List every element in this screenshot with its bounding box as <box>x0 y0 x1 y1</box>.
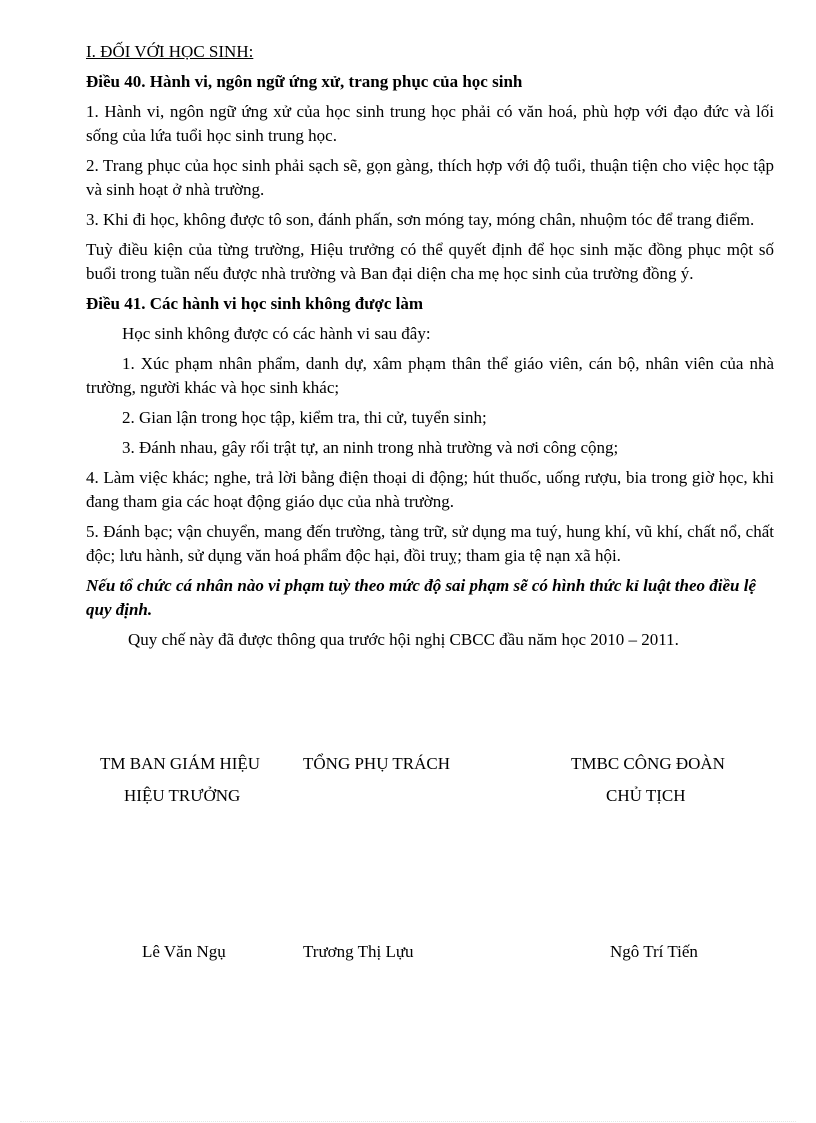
article-41-item-2: 2. Gian lận trong học tập, kiểm tra, thi cử, tuyển sinh; <box>122 408 487 427</box>
right-signatory-title: CHỦ TỊCH <box>606 786 686 805</box>
article-41-item-1: 1. Xúc phạm nhân phẩm, danh dự, xâm phạm thân thể giáo viên, cán bộ, nhân viên của nhà trường, người khác và học sinh khác; <box>86 354 774 397</box>
section-heading: I. ĐỐI VỚI HỌC SINH: <box>86 42 254 61</box>
article-40-title: Điều 40. Hành vi, ngôn ngữ ứng xử, trang phục của học sinh <box>86 72 523 91</box>
left-signatory-name: Lê Văn Ngụ <box>142 942 226 961</box>
right-signatory-name: Ngô Trí Tiến <box>610 942 698 961</box>
article-40-item-3: 3. Khi đi học, không được tô son, đánh phấn, sơn móng tay, móng chân, nhuộm tóc để trang điểm. <box>86 210 755 229</box>
article-40-item-1: 1. Hành vi, ngôn ngữ ứng xử của học sinh trung học phải có văn hoá, phù hợp với đạo đức và lối sống của lứa tuổi học sinh trung học. <box>86 102 774 145</box>
article-40-item-2: 2. Trang phục của học sinh phải sạch sẽ, gọn gàng, thích hợp với độ tuổi, thuận tiện cho việc học tập và sinh hoạt ở nhà trường. <box>86 156 774 199</box>
middle-signatory-role: TỔNG PHỤ TRÁCH <box>303 754 451 773</box>
article-41-intro: Học sinh không được có các hành vi sau đây: <box>122 324 431 343</box>
discipline-note: Nếu tổ chức cá nhân nào vi phạm tuỳ theo mức độ sai phạm sẽ có hình thức kỉ luật theo điều lệ quy định. <box>86 576 756 619</box>
approval-note: Quy chế này đã được thông qua trước hội nghị CBCC đầu năm học 2010 – 2011. <box>128 630 679 649</box>
article-41-item-4: 4. Làm việc khác; nghe, trả lời bằng điện thoại di động; hút thuốc, uống rượu, bia trong giờ học, khi đang tham gia các hoạt động giáo dục của nhà trường. <box>86 468 774 511</box>
article-41-item-3: 3. Đánh nhau, gây rối trật tự, an ninh trong nhà trường và nơi công cộng; <box>122 438 619 457</box>
page-bottom-divider <box>20 1121 796 1122</box>
document-body <box>86 40 774 652</box>
left-signatory-title: HIỆU TRƯỞNG <box>124 786 241 805</box>
article-40-note: Tuỳ điều kiện của từng trường, Hiệu trưởng có thể quyết định để học sinh mặc đồng phục một số buổi trong tuần nếu được nhà trường và Ban đại diện cha mẹ học sinh của trường đồng ý. <box>86 240 774 283</box>
left-signatory-role: TM BAN GIÁM HIỆU <box>100 754 261 773</box>
article-41-item-5: 5. Đánh bạc; vận chuyển, mang đến trường, tàng trữ, sử dụng ma tuý, hung khí, vũ khí, chất nổ, chất độc; lưu hành, sử dụng văn hoá phẩm độc hại, đồi truỵ; tham gia tệ nạn xã hội. <box>86 522 774 565</box>
article-41-title: Điều 41. Các hành vi học sinh không được làm <box>86 294 424 313</box>
middle-signatory-name: Trương Thị Lựu <box>303 942 414 961</box>
right-signatory-role: TMBC CÔNG ĐOÀN <box>571 754 725 773</box>
